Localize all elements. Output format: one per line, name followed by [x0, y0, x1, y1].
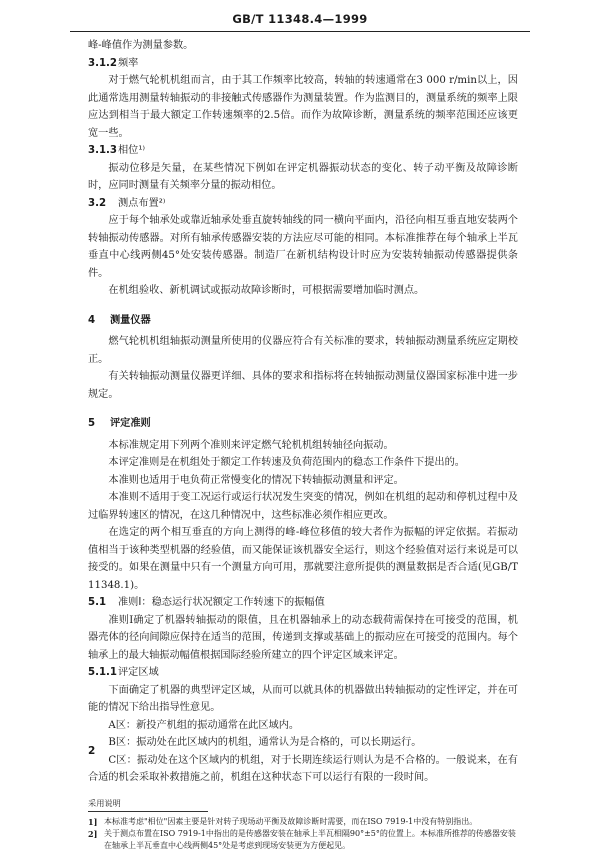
section-number: 5.1.1: [88, 667, 118, 678]
section-number: 3.1.2: [88, 57, 118, 69]
section-5-1-1-text: 下面确定了机器的典型评定区域，从而可以就具体的机器做出转轴振动的定性评定，并在可能的情况下给出指导性意见。: [88, 684, 518, 713]
footnote-marker: 1]: [88, 816, 98, 827]
footnote-label: 采用说明: [88, 797, 121, 808]
section-4-text-1: 燃气轮机机组轴振动测量所使用的仪器应符合有关标准的要求，转轴振动测量系统应定期校正。: [88, 336, 518, 365]
section-5-text-1: 本标准规定用下列两个准则来评定燃气轮机机组转轴径向振动。: [108, 439, 394, 451]
section-5-text-2: 本评定准则是在机组处于额定工作转速及负荷范围内的稳态工作条件下提出的。: [108, 457, 465, 468]
section-5-heading: [88, 415, 518, 433]
zone-c-text: C区：振动处在这个区域内的机组，对于长期连续运行则认为是不合格的。一般说来，在有合适的机会采取补救措施之前，机组在这种状态下可以运行有限的一段时间。: [88, 754, 518, 783]
section-4-heading: [88, 312, 518, 330]
section-title: 评定区域: [118, 667, 159, 678]
section-5-text-4: 本准则不适用于变工况运行或运行状况发生突变的情况，例如在机组的起动和停机过程中及过临界转速区的情况，在这几种情况中，这些标准必须作相应更改。: [88, 492, 518, 521]
page-header: GB/T 11348.4—1999: [232, 12, 368, 26]
footnote-text: 本标准考虑"相位"因素主要是针对转子现场动平衡及故障诊断时需要，而在ISO 7919-1中没有特别指出。: [104, 816, 478, 826]
page-body: [88, 37, 518, 852]
section-number: 5.1: [88, 597, 107, 608]
footnote-1: [88, 816, 518, 828]
footnote-rule: [88, 811, 208, 812]
section-number: 5: [88, 418, 96, 429]
section-number: 4: [88, 314, 96, 326]
section-3-2-heading: [88, 195, 518, 213]
section-5-text-5: 在选定的两个相互垂直的方向上测得的峰-峰位移值的较大者作为振幅的评定依据。若振动值相当于该种类型机器的经验值，而又能保证该机器安全运行，则这个经验值对运行来说是可以接受的。如果在测量中只有一个测量方向可用，那就要注意所提供的测量数据是否合适(见GB/T 11348.1)。: [88, 527, 518, 591]
zone-b-text: B区：振动处在此区域内的机组，通常认为是合格的，可以长期运行。: [108, 737, 422, 748]
section-title: 相位¹⁾: [118, 145, 145, 156]
section-3-1-3-text: 振动位移是矢量，在某些情况下例如在评定机器振动状态的变化、转子动平衡及故障诊断时，应同时测量有关频率分量的振动相位。: [88, 162, 518, 191]
section-number: 3.1.3: [88, 145, 118, 156]
section-title: 测量仪器: [110, 314, 151, 326]
section-3-1-2-heading: [88, 55, 518, 73]
footnote-text: 关于测点布置在ISO 7919-1中指出的是传感器安装在轴承上半瓦相隔90°±5°的位置上。本标准所推荐的传感器安装在轴承上半瓦垂直中心线两侧45°处是考虑到现场安装更为方便起见。: [104, 828, 516, 850]
section-title: 测点布置²⁾: [118, 197, 166, 209]
section-5-1-1-heading: [88, 664, 518, 682]
section-5-1-heading: [88, 594, 518, 612]
intro-paragraph: 峰-峰值作为测量参数。: [88, 40, 194, 51]
section-3-1-2-text: 对于燃气轮机机组而言，由于其工作频率比较高，转轴的转速通常在3 000 r/min以上，因此通常选用测量转轴振动的非接触式传感器作为测量装置。作为监测目的，测量系统的频率上限应达到相当于最大额定工作转速频率的2.5倍。而作为故障诊断，测量系统的频率范围还应该更宽一些。: [88, 75, 518, 139]
section-title: 评定准则: [110, 418, 151, 429]
section-5-text-3: 本准则也适用于电负荷正常慢变化的情况下转轴振动测量和评定。: [108, 474, 404, 486]
section-3-2-text-1: 应于每个轴承处或靠近轴承处垂直旋转轴线的同一横向平面内，沿径向相互垂直地安装两个转轴振动传感器。对所有轴承传感器安装的方法应尽可能的相同。本标准推荐在每个轴承上半瓦垂直中心线两侧45°处安装传感器。制造厂在新机结构设计时应为安装转轴振动传感器提供条件。: [88, 215, 518, 279]
footnote-marker: 2]: [88, 828, 98, 839]
page-number: 2: [88, 745, 96, 757]
header-rule: [70, 31, 530, 32]
section-3-1-3-heading: [88, 142, 518, 160]
section-4-text-2: 有关转轴振动测量仪器更详细、具体的要求和指标将在转轴振动测量仪器国家标准中进一步规定。: [88, 371, 518, 400]
section-title: 准则Ⅰ：稳态运行状况额定工作转速下的振幅值: [118, 597, 325, 608]
section-title: 频率: [118, 57, 139, 69]
section-5-1-text: 准则Ⅰ确定了机器转轴振动的限值，且在机器轴承上的动态载荷需保持在可接受的范围，机器壳体的径向间隙应保持在适当的范围，传递到支撑或基础上的振动应在可接受的范围内。每个轴承上的最大轴振动幅值根据国际经验所建立的四个评定区域来评定。: [88, 614, 518, 661]
zone-a-text: A区：新投产机组的振动通常在此区域内。: [108, 719, 300, 731]
footnote-2: [88, 828, 518, 852]
section-number: 3.2: [88, 197, 107, 209]
section-3-2-text-2: 在机组验收、新机调试或振动故障诊断时，可根据需要增加临时测点。: [108, 285, 425, 296]
